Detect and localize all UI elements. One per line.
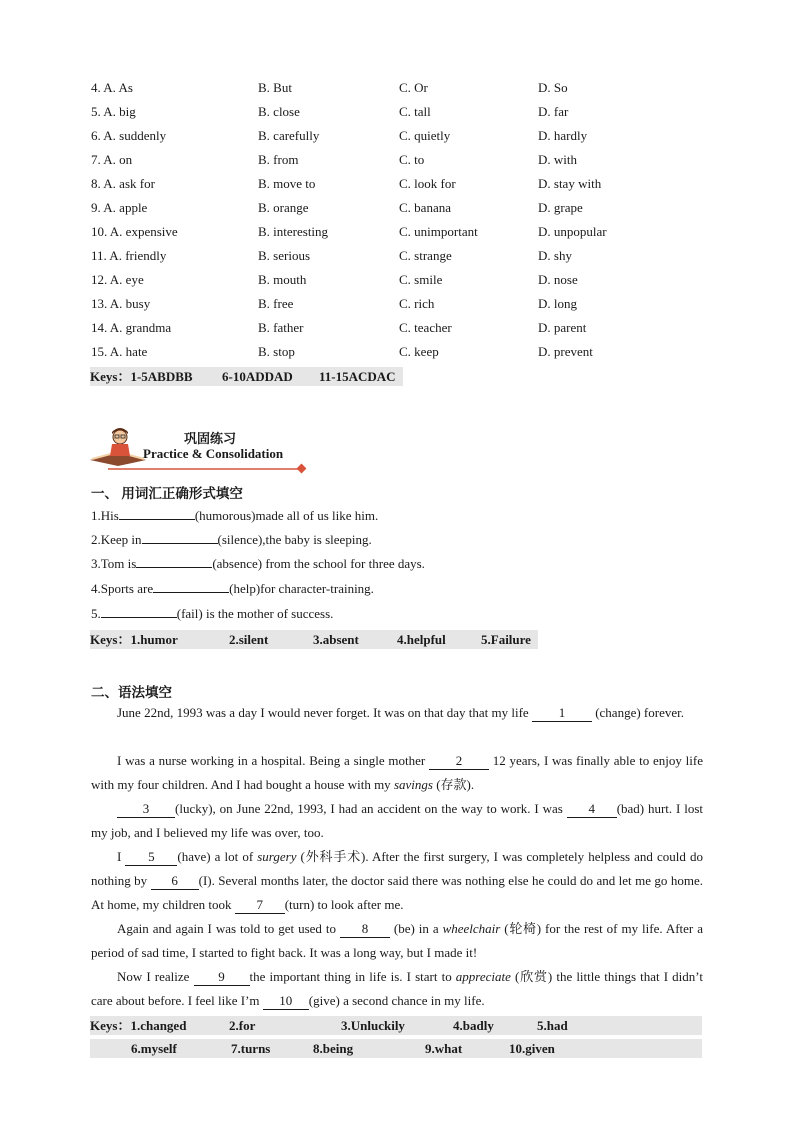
option-c: C. keep <box>399 344 439 359</box>
option-b: B. serious <box>258 248 310 263</box>
option-c: C. strange <box>399 248 452 263</box>
blank-5: 5 <box>125 850 177 866</box>
answer-blank[interactable] <box>136 553 212 568</box>
s2-key: 3.Unluckily <box>341 1018 405 1033</box>
option-a: 5. A. big <box>91 104 136 119</box>
blank-9: 9 <box>194 970 250 986</box>
s2-key: 9.what <box>425 1041 463 1056</box>
option-b: B. stop <box>258 344 295 359</box>
paragraph-6: Now I realize 9 the important thing in life is. I start to appreciate (欣赏) the little things that I didn’t care about before. I feel like I’m 10 (give) a second chance in my life. <box>91 969 703 1008</box>
option-a: 9. A. apple <box>91 200 148 215</box>
option-row <box>91 268 711 292</box>
s2-key: 6.myself <box>131 1041 177 1056</box>
option-row <box>91 340 711 364</box>
option-c: C. teacher <box>399 320 452 335</box>
section2-keys-row1 <box>90 1016 702 1035</box>
keys-group-3: 11-15ACDAC <box>319 369 396 384</box>
option-c: C. quietly <box>399 128 451 143</box>
option-c: C. smile <box>399 272 443 287</box>
option-a: 4. A. As <box>91 80 133 95</box>
answer-blank[interactable] <box>119 505 195 520</box>
s2-key: 2.for <box>229 1018 256 1033</box>
option-d: D. unpopular <box>538 224 607 239</box>
option-a: 7. A. on <box>91 152 133 167</box>
option-a: 11. A. friendly <box>91 248 167 263</box>
fill-item: 5. (fail) is the mother of success. <box>91 603 333 622</box>
option-a: 8. A. ask for <box>91 176 155 191</box>
fill-item: 3.Tom is (absence) from the school for three days. <box>91 553 425 572</box>
answer-blank[interactable] <box>101 603 177 618</box>
option-d: D. parent <box>538 320 587 335</box>
option-a: 12. A. eye <box>91 272 144 287</box>
s2-key: 7.turns <box>231 1041 271 1056</box>
paragraph-2: I was a nurse working in a hospital. Being a single mother 2 12 years, I was finally able to enjoy life with my four children. And I had bought a house with my savings (存款). <box>91 753 703 792</box>
option-b: B. interesting <box>258 224 329 239</box>
option-d: D. with <box>538 152 577 167</box>
option-b: B. free <box>258 296 294 311</box>
blank-6: 6 <box>151 874 199 890</box>
option-b: B. orange <box>258 200 309 215</box>
paragraph-4: I 5 (have) a lot of surgery (外科手术). After the first surgery, I was completely helpless and could do nothing by 6 (I). Several months later, the doctor said there was nothing else he could do and let me go home. At home, my children took 7 (turn) to look after me. <box>91 849 703 912</box>
paragraph-1: June 22nd, 1993 was a day I would never forget. It was on that day that my life 1 (change) forever. <box>117 705 684 720</box>
option-b: B. But <box>258 80 292 95</box>
option-c: C. to <box>399 152 425 167</box>
option-a: 14. A. grandma <box>91 320 172 335</box>
option-row <box>91 76 711 100</box>
blank-8: 8 <box>340 922 390 938</box>
option-d: D. So <box>538 80 568 95</box>
option-d: D. grape <box>538 200 583 215</box>
answer-blank[interactable] <box>142 529 218 544</box>
banner-title-cn: 巩固练习 <box>184 432 237 447</box>
paragraph-5: Again and again I was told to get used to 8 (be) in a wheelchair (轮椅) for the rest of my life. After a period of sad time, I started to fight back. It was a long way, but I made it! <box>91 921 703 960</box>
blank-2: 2 <box>429 754 489 770</box>
option-a: 13. A. busy <box>91 296 151 311</box>
option-d: D. stay with <box>538 176 602 191</box>
option-a: 10. A. expensive <box>91 224 178 239</box>
option-a: 15. A. hate <box>91 344 148 359</box>
option-d: D. far <box>538 104 569 119</box>
option-b: B. mouth <box>258 272 307 287</box>
option-c: C. rich <box>399 296 435 311</box>
option-row <box>91 148 711 172</box>
option-row <box>91 196 711 220</box>
option-row <box>91 244 711 268</box>
section1-title: 一、 用词汇正确形式填空 <box>91 486 243 501</box>
blank-3: 3 <box>117 802 175 818</box>
fill-item: 2.Keep in (silence),the baby is sleeping. <box>91 529 372 548</box>
option-b: B. close <box>258 104 300 119</box>
s1-key: 3.absent <box>313 632 359 647</box>
option-row <box>91 316 711 340</box>
option-d: D. prevent <box>538 344 593 359</box>
option-row <box>91 100 711 124</box>
option-c: C. tall <box>399 104 431 119</box>
fill-item: 4.Sports are (help)for character-training. <box>91 578 374 597</box>
section1-keys <box>90 630 538 649</box>
s2-key: 4.badly <box>453 1018 494 1033</box>
fill-item: 1.His (humorous)made all of us like him. <box>91 505 378 524</box>
option-c: C. unimportant <box>399 224 478 239</box>
keys-group-2: 6-10ADDAD <box>222 369 293 384</box>
option-a: 6. A. suddenly <box>91 128 167 143</box>
option-c: C. look for <box>399 176 456 191</box>
option-b: B. move to <box>258 176 316 191</box>
s2-key: 8.being <box>313 1041 354 1056</box>
s2-key: Keys：1.changed <box>90 1018 187 1033</box>
option-row <box>91 220 711 244</box>
option-d: D. shy <box>538 248 572 263</box>
option-d: D. long <box>538 296 577 311</box>
paragraph-3: 3 (lucky), on June 22nd, 1993, I had an accident on the way to work. I was 4 (bad) hurt. I lost my job, and I believed my life was over, too. <box>91 801 703 840</box>
s2-key: 5.had <box>537 1018 568 1033</box>
blank-10: 10 <box>263 994 309 1010</box>
answer-blank[interactable] <box>153 578 229 593</box>
section2-keys-row2 <box>90 1039 702 1058</box>
blank-4: 4 <box>567 802 617 818</box>
option-d: D. hardly <box>538 128 588 143</box>
option-c: C. banana <box>399 200 451 215</box>
s1-key: 5.Failure <box>481 632 531 647</box>
keys-label: Keys：1-5ABDBB <box>90 369 193 384</box>
option-c: C. Or <box>399 80 428 95</box>
s1-key: 2.silent <box>229 632 269 647</box>
option-row <box>91 124 711 148</box>
banner-title-en: Practice & Consolidation <box>143 446 284 461</box>
option-b: B. father <box>258 320 304 335</box>
blank-7: 7 <box>235 898 285 914</box>
s1-key: 4.helpful <box>397 632 446 647</box>
section2-title: 二、语法填空 <box>91 685 172 700</box>
option-row <box>91 292 711 316</box>
answer-keys-1 <box>90 367 403 386</box>
option-b: B. carefully <box>258 128 320 143</box>
option-b: B. from <box>258 152 299 167</box>
s2-key: 10.given <box>509 1041 555 1056</box>
s1-key: Keys：1.humor <box>90 632 178 647</box>
blank-1: 1 <box>532 706 592 722</box>
option-row <box>91 172 711 196</box>
option-d: D. nose <box>538 272 578 287</box>
